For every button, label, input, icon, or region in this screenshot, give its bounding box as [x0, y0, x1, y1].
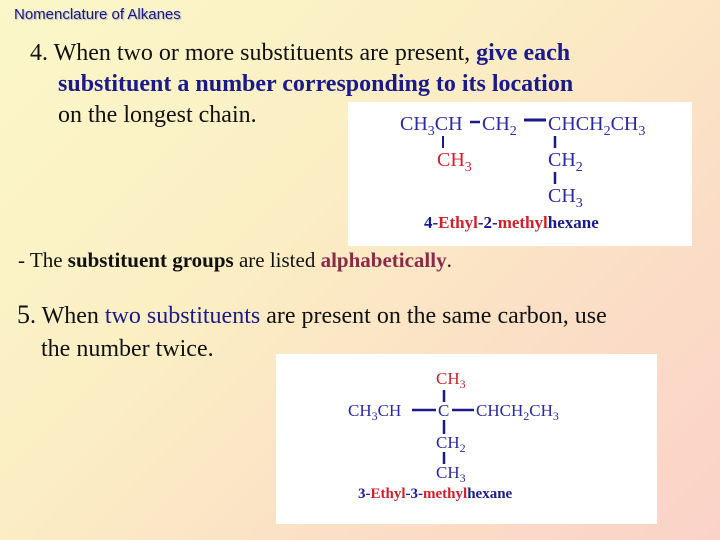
left-ch-2: CH — [377, 401, 402, 420]
svg-text:CH3 — [437, 149, 472, 175]
right-chch: CHCH — [476, 401, 524, 420]
rule-5-line2: the number twice. — [41, 336, 214, 362]
svg-text:4-Ethyl-2-methylhexane — [424, 213, 599, 232]
note-substituent-groups: substituent groups — [67, 248, 234, 272]
svg-text:CHCH2CH3 — [476, 401, 559, 423]
name2-ethyl: Ethyl — [370, 486, 406, 502]
name1-ethyl: Ethyl — [438, 213, 478, 232]
svg-text:CH3 — [436, 369, 466, 391]
chain1-chch: CHCH — [548, 113, 604, 135]
svg-text:CH3CH — [348, 401, 401, 423]
branch1-sub3: 3 — [464, 160, 472, 175]
rule-5-b: are present on the same carbon, use — [260, 303, 607, 329]
svg-text:CH2 — [482, 113, 517, 139]
rule-5-two-substituents: two substituents — [104, 303, 261, 329]
note-mid: are listed — [233, 248, 321, 272]
below2-sub3: 3 — [459, 471, 466, 485]
chain1-sub2: 2 — [509, 124, 517, 139]
structure-4-ethyl-2-methylhexane — [348, 102, 692, 246]
note-alphabetically: alphabetically — [320, 248, 447, 272]
top-sub3: 3 — [459, 377, 466, 391]
below2-ch: CH — [436, 463, 460, 482]
right-sub2: 2 — [523, 409, 530, 423]
branch1-ch: CH — [437, 149, 465, 171]
chain1-sub2-b: 2 — [603, 124, 611, 139]
left-sub3: 3 — [371, 409, 378, 423]
name1-hexane: hexane — [547, 213, 599, 232]
right-sub3: 3 — [552, 409, 559, 423]
below1-sub2: 2 — [459, 441, 466, 455]
rule-5-a: . When — [30, 303, 105, 329]
name1-locant-a: 4- — [424, 213, 439, 232]
svg-text:3-Ethyl-3-methylhexane — [358, 486, 513, 502]
chain1-ch: CH — [400, 113, 428, 135]
note-end: . — [446, 248, 452, 272]
top-ch: CH — [436, 369, 460, 388]
svg-text:CH3 — [436, 463, 466, 485]
below1-ch: CH — [436, 433, 460, 452]
svg-text:CHCH2CH3 — [548, 113, 645, 139]
name2-locant-b: -3- — [405, 486, 424, 502]
name2-locant-a: 3- — [358, 486, 371, 502]
branch2-sub3: 3 — [575, 196, 583, 211]
svg-text:CH3CH — [400, 113, 463, 139]
chain1-ch-2: CH — [434, 113, 463, 135]
branch2-sub2: 2 — [575, 160, 583, 175]
name2-hexane: hexane — [467, 486, 513, 502]
rule-4-tail: on the longest chain. — [58, 102, 257, 128]
branch2-ch-2: CH — [548, 185, 576, 207]
rule-4-prefix: 4. When two or more substituents are present, — [30, 40, 477, 66]
svg-text:CH2 — [548, 149, 583, 175]
name1-methyl: methyl — [497, 213, 548, 232]
chain1-sub3-b: 3 — [638, 124, 646, 139]
chain1-ch-3: CH — [482, 113, 510, 135]
chain1-sub3: 3 — [427, 124, 435, 139]
chain1-ch-4: CH — [610, 113, 639, 135]
svg-text:CH3 — [548, 185, 583, 211]
name2-methyl: methyl — [423, 486, 468, 502]
name1-locant-b: -2- — [477, 213, 498, 232]
rule-4-accent-2: substituent a number corresponding to its location — [58, 71, 574, 97]
right-ch: CH — [529, 401, 553, 420]
left-ch: CH — [348, 401, 372, 420]
rule-5-number: 5 — [17, 300, 30, 329]
branch2-ch: CH — [548, 149, 576, 171]
structure-3-ethyl-3-methylhexane — [276, 354, 657, 524]
slide-title: Nomenclature of Alkanes — [14, 6, 181, 23]
svg-text:CH2 — [436, 433, 466, 455]
alphabetical-note — [18, 248, 452, 273]
rule-4-accent-1: give each — [476, 40, 571, 66]
note-dash: - The — [18, 248, 68, 272]
center-carbon: C — [438, 401, 450, 420]
